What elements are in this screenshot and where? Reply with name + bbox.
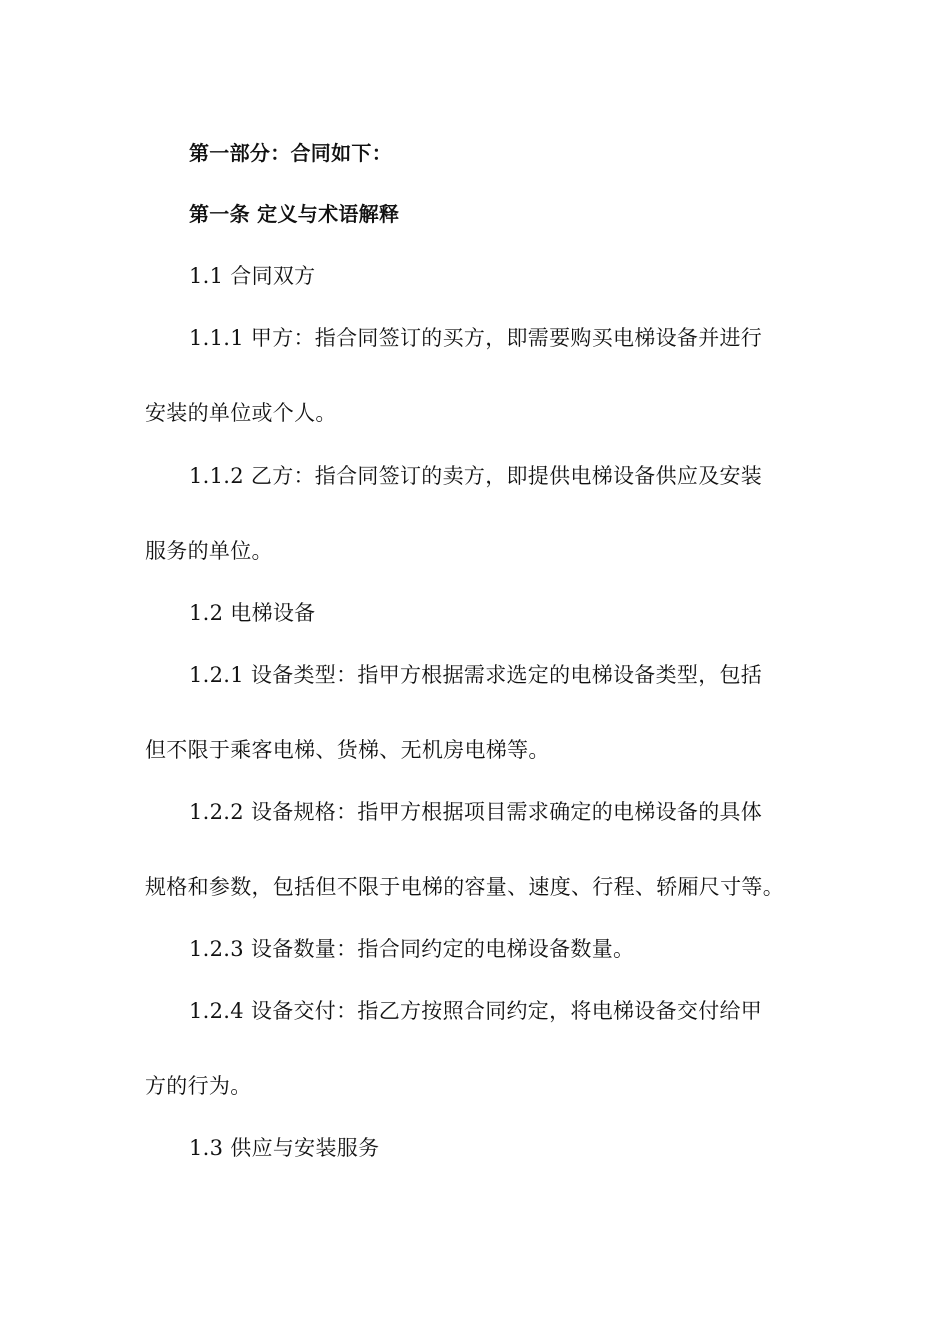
clause-line: 1.2.3 设备数量：指合同约定的电梯设备数量。 [189, 937, 635, 961]
part-heading: 第一部分：合同如下： [189, 141, 392, 165]
section-heading: 1.2 电梯设备 [189, 601, 316, 625]
clause-line: 规格和参数，包括但不限于电梯的容量、速度、行程、轿厢尺寸等。 [145, 875, 784, 899]
clause-continuation: 安装的单位或个人。 [145, 401, 337, 425]
section-heading: 1.3 供应与安装服务 [189, 1136, 380, 1160]
clause-line: 1.1.2 乙方：指合同签订的卖方，即提供电梯设备供应及安装 [189, 464, 763, 488]
clause-line: 1.2.1 设备类型：指甲方根据需求选定的电梯设备类型，包括 [189, 663, 763, 687]
clause-line: 1.2.2 设备规格：指甲方根据项目需求确定的电梯设备的具体 [189, 800, 763, 824]
clause-continuation: 服务的单位。 [145, 539, 273, 563]
clause-continuation: 但不限于乘客电梯、货梯、无机房电梯等。 [145, 738, 550, 762]
article-heading: 第一条 定义与术语解释 [189, 202, 400, 226]
section-heading: 1.1 合同双方 [189, 264, 316, 288]
clause-line: 1.2.4 设备交付：指乙方按照合同约定，将电梯设备交付给甲 [189, 999, 763, 1023]
clause-line: 1.1.1 甲方：指合同签订的买方，即需要购买电梯设备并进行 [189, 326, 763, 350]
clause-continuation: 方的行为。 [145, 1074, 252, 1098]
